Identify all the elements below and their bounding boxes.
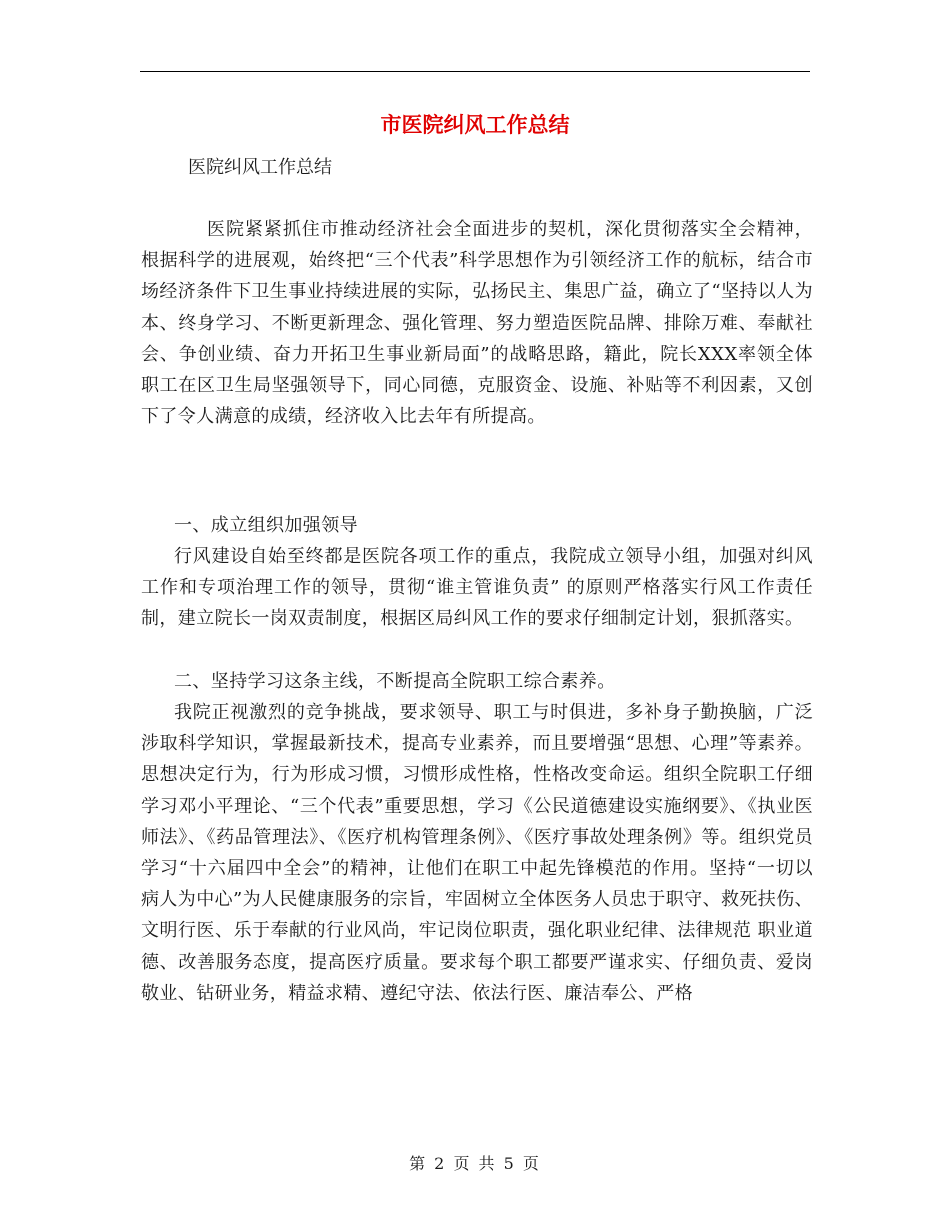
header-rule — [140, 71, 810, 72]
section-paragraph-2: 我院正视激烈的竞争挑战，要求领导、职工与时俱进，多补身子勤换脑，广泛涉取科学知识，掌握最新技术，提高专业素养，而且要增强“思想、心理”等素养。思想决定行为，行为形成习惯，习惯形成性格，性格改变命运。组织全院职工仔细学习邓小平理论、“三个代表”重要思想，学习《公民道德建设实施纲要》、《执业医师法》、《药品管理法》、《医疗机构管理条例》、《医疗事故处理条例》等。组织党员学习“十六届四中全会”的精神，让他们在职工中起先锋模范的作用。坚持“一切以病人为中心”为人民健康服务的宗旨，牢固树立全体医务人员忠于职守、救死扶伤、文明行医、乐于奉献的行业风尚，牢记岗位职责，强化职业纪律、法律规范 职业道德、改善服务态度，提高医疗质量。要求每个职工都要严谨求实、仔细负责、爱岗敬业、钻研业务，精益求精、遵纪守法、依法行医、廉洁奉公、严格 — [141, 702, 813, 1004]
section-paragraph-1: 行风建设自始至终都是医院各项工作的重点，我院成立领导小组，加强对纠风工作和专项治理工作的领导，贯彻“谁主管谁负责” 的原则严格落实行风工作责任制，建立院长一岗双责制度，根据区局纠风工作的要求仔细制定计划，狠抓落实。 — [141, 546, 813, 630]
document-subtitle: 医院纠风工作总结 — [188, 157, 332, 178]
document-title: 市医院纠风工作总结 — [380, 112, 570, 137]
page-number-footer: 第 2 页 共 5 页 — [409, 1154, 541, 1173]
section-heading-1: 一、成立组织加强领导 — [174, 515, 358, 536]
intro-paragraph: 医院紧紧抓住市推动经济社会全面进步的契机，深化贯彻落实全会精神，根据科学的进展观，始终把“三个代表”科学思想作为引领经济工作的航标，结合市场经济条件下卫生事业持续进展的实际，弘扬民主、集思广益，确立了“坚持以人为本、终身学习、不断更新理念、强化管理、努力塑造医院品牌、排除万难、奉献社会、争创业绩、奋力开拓卫生事业新局面”的战略思路，籍此，院长XXX率领全体职工在区卫生局坚强领导下，同心同德，克服资金、设施、补贴等不利因素，又创下了令人满意的成绩，经济收入比去年有所提高。 — [141, 219, 813, 428]
section-heading-2: 二、坚持学习这条主线，不断提高全院职工综合素养。 — [174, 671, 616, 692]
